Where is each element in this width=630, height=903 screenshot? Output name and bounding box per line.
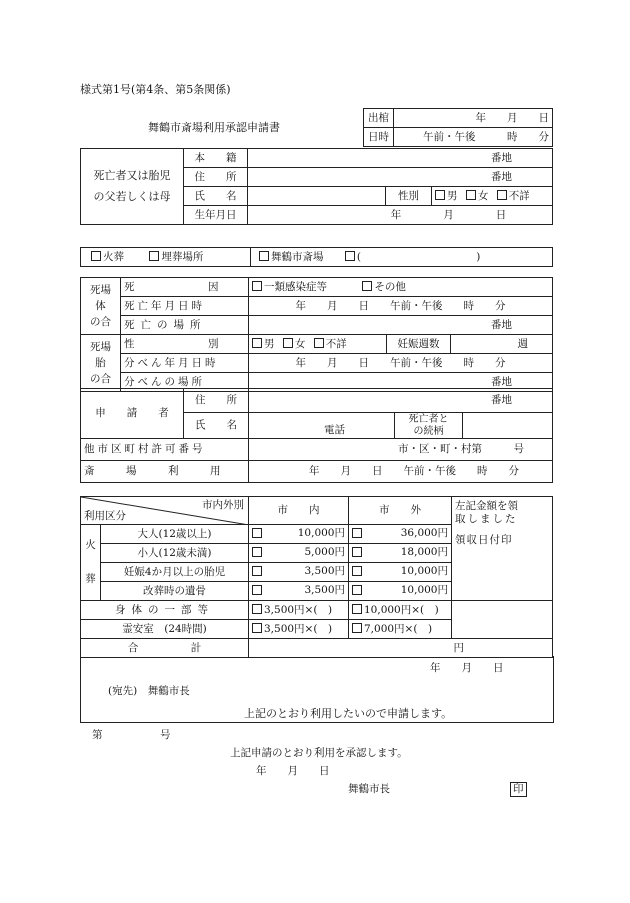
zokugara-field[interactable] [463,413,553,439]
jusho-field[interactable]: 番地 [248,168,553,187]
shiin-label: 死 因 [121,278,249,297]
other-close: ) [476,251,481,264]
bunben-dt-label: 分べん年月日時 [121,354,249,373]
shibo-place-label: 死亡の場所 [121,316,249,335]
saijo-checkbox[interactable] [259,251,269,261]
fee-in-cell[interactable]: 3,500円 [249,563,349,582]
kyoka-label: 他市区町村許可番号 [81,439,249,461]
reian-in-cell[interactable]: 3,500円×( ) [249,620,349,639]
receipt-stamp-area[interactable] [452,601,553,639]
ruikansen-label: 一類感染症等 [264,281,327,294]
mayor-label: 舞鶴市長 [348,783,390,795]
shintai-label: 身体の一部等 [81,601,249,620]
fetus-male-checkbox[interactable] [252,338,262,348]
body-group-label-1: 死場 [90,283,111,296]
female-checkbox[interactable] [466,190,476,200]
fetus-female-label: 女 [294,338,306,351]
fetus-male-label: 男 [264,338,275,351]
dep-time[interactable]: 午前・午後 時 分 [394,128,553,147]
approval-date: 年 月 日 [256,765,330,777]
ninshin-label: 妊娠週数 [387,335,451,354]
zokugara-label-1: 死亡者と [408,413,449,425]
other-open: ( [356,251,361,264]
form-number: 様式第1号(第4条、第5条関係) [80,83,231,96]
approval-dai: 第 [92,729,103,741]
form-title: 舞鶴市斎場利用承認申請書 [148,121,280,134]
fee-row-label: 小人(12歳未満) [101,544,249,563]
saijo-label: 舞鶴市斎場 [271,251,324,264]
fee-in-cell[interactable]: 10,000円 [249,525,349,544]
kaso-label: 火葬 [103,251,124,264]
sei-label: 性 別 [121,335,249,354]
applicant-table [80,388,553,483]
bunben-place-label: 分べんの場所 [121,373,249,392]
parent-table [80,148,553,225]
seal-mark: 印 [510,782,527,797]
fetus-unknown-label: 不詳 [325,338,347,351]
riyo-field[interactable]: 年 月 日 午前・午後 時 分 [249,461,553,483]
reian-label: 霊安室 (24時間) [81,620,249,639]
kyoka-field[interactable]: 市・区・町・村第 号 [249,439,553,461]
departure-table [363,108,553,147]
bunben-dt-field[interactable]: 年 月 日 午前・午後 時 分 [249,354,553,373]
fee-row-label: 大人(12歳以上) [101,525,249,544]
shibo-dt-label: 死亡年月日時 [121,297,249,316]
shimei-label: 氏 名 [184,187,248,206]
app-shimei-label: 氏 名 [184,413,249,439]
ninshin-field[interactable]: 週 [451,335,553,354]
shiin-options[interactable] [249,278,553,297]
seinen-label: 生年月日 [184,206,248,225]
male-checkbox[interactable] [435,190,445,200]
seibetsu-label: 性別 [386,187,432,206]
honseki-label: 本 籍 [184,149,248,168]
sonota-label: その他 [374,281,406,294]
receipt-text-2: 取しました [455,513,518,526]
fee-header-bottom: 利用区分 [84,509,126,522]
addressee: (宛先) 舞鶴市長 [108,685,190,697]
receipt-date-label: 領収日付印 [455,534,513,547]
approval-text: 上記申請のとおり利用を承認します。 [230,747,408,759]
parent-label-1: 死亡者又は胎児 [93,168,171,182]
dep-label-1: 出棺 [364,109,394,128]
fetus-group-label-3: の合 [90,373,111,386]
app-jusho-field[interactable]: 番地 [249,389,553,413]
fee-header-top: 市内外別 [202,499,244,511]
sei-options[interactable] [249,335,387,354]
fee-table [80,496,553,658]
shimei-field[interactable] [248,187,386,206]
seinen-field[interactable]: 年 月 日 [248,206,553,225]
denwa-label: 電話 [324,423,345,436]
ruikansen-checkbox[interactable] [252,281,262,291]
kaso-label-2: 葬 [85,572,96,585]
body-group-label-2: 体 [95,299,106,312]
body-group-label-3: の合 [90,316,111,329]
applicant-label: 申 請 者 [81,389,184,439]
app-shimei-field[interactable] [249,413,395,439]
maiso-label: 埋葬場所 [161,251,204,264]
fee-out-cell[interactable]: 10,000円 [349,563,452,582]
shigai-header: 市 外 [349,497,452,525]
shintai-in-cell[interactable]: 3,500円×( ) [249,601,349,620]
request-text: 上記のとおり利用したいので申請します。 [244,707,453,720]
app-jusho-label: 住 所 [184,389,249,413]
maiso-checkbox[interactable] [149,251,159,261]
reian-out-cell[interactable]: 7,000円×( ) [349,620,452,639]
zokugara-label-2: の続柄 [413,425,444,437]
honseki-field[interactable]: 番地 [248,149,553,168]
fee-out-cell[interactable]: 36,000円 [349,525,452,544]
shinai-header: 市 内 [249,497,349,525]
request-date[interactable]: 年 月 日 [430,662,504,674]
other-checkbox[interactable] [345,251,355,261]
fee-in-cell[interactable]: 3,500円 [249,582,349,601]
fetus-group-label-2: 胎 [95,356,106,369]
seibetsu-options[interactable] [432,187,553,206]
fee-row-label: 妊娠4か月以上の胎児 [101,563,249,582]
kaso-checkbox[interactable] [91,251,101,261]
fee-in-cell[interactable]: 5,000円 [249,544,349,563]
fetus-unknown-checkbox[interactable] [314,338,324,348]
death-table [80,277,553,392]
parent-label-2: の父若しくは母 [93,189,171,203]
receipt-text-1: 左記金額を領 [455,500,518,512]
dep-date[interactable]: 年 月 日 [394,109,553,128]
kaso-label-1: 火 [85,538,96,551]
riyo-label: 斎 場 利 用 [81,461,249,483]
jusho-label: 住 所 [184,168,248,187]
fee-out-cell[interactable]: 18,000円 [349,544,452,563]
shibo-dt-field[interactable]: 年 月 日 午前・午後 時 分 [249,297,553,316]
gokei-field[interactable]: 円 [249,639,553,658]
gokei-label: 合 計 [81,639,249,658]
place-table [80,247,553,267]
unknown-checkbox[interactable] [497,190,507,200]
fetus-group-label-1: 死場 [90,340,111,353]
female-label: 女 [477,190,489,203]
approval-go: 号 [160,729,171,741]
sonota-checkbox[interactable] [362,281,372,291]
fee-out-cell[interactable]: 10,000円 [349,582,452,601]
dep-label-2: 日時 [364,128,394,147]
male-label: 男 [447,190,458,203]
shintai-out-cell[interactable]: 10,000円×( ) [349,601,452,620]
fee-row-label: 改葬時の遺骨 [101,582,249,601]
shibo-place-field[interactable]: 番地 [249,316,553,335]
fetus-female-checkbox[interactable] [283,338,293,348]
unknown-label: 不詳 [508,190,530,203]
bunben-place-field[interactable]: 番地 [249,373,553,392]
